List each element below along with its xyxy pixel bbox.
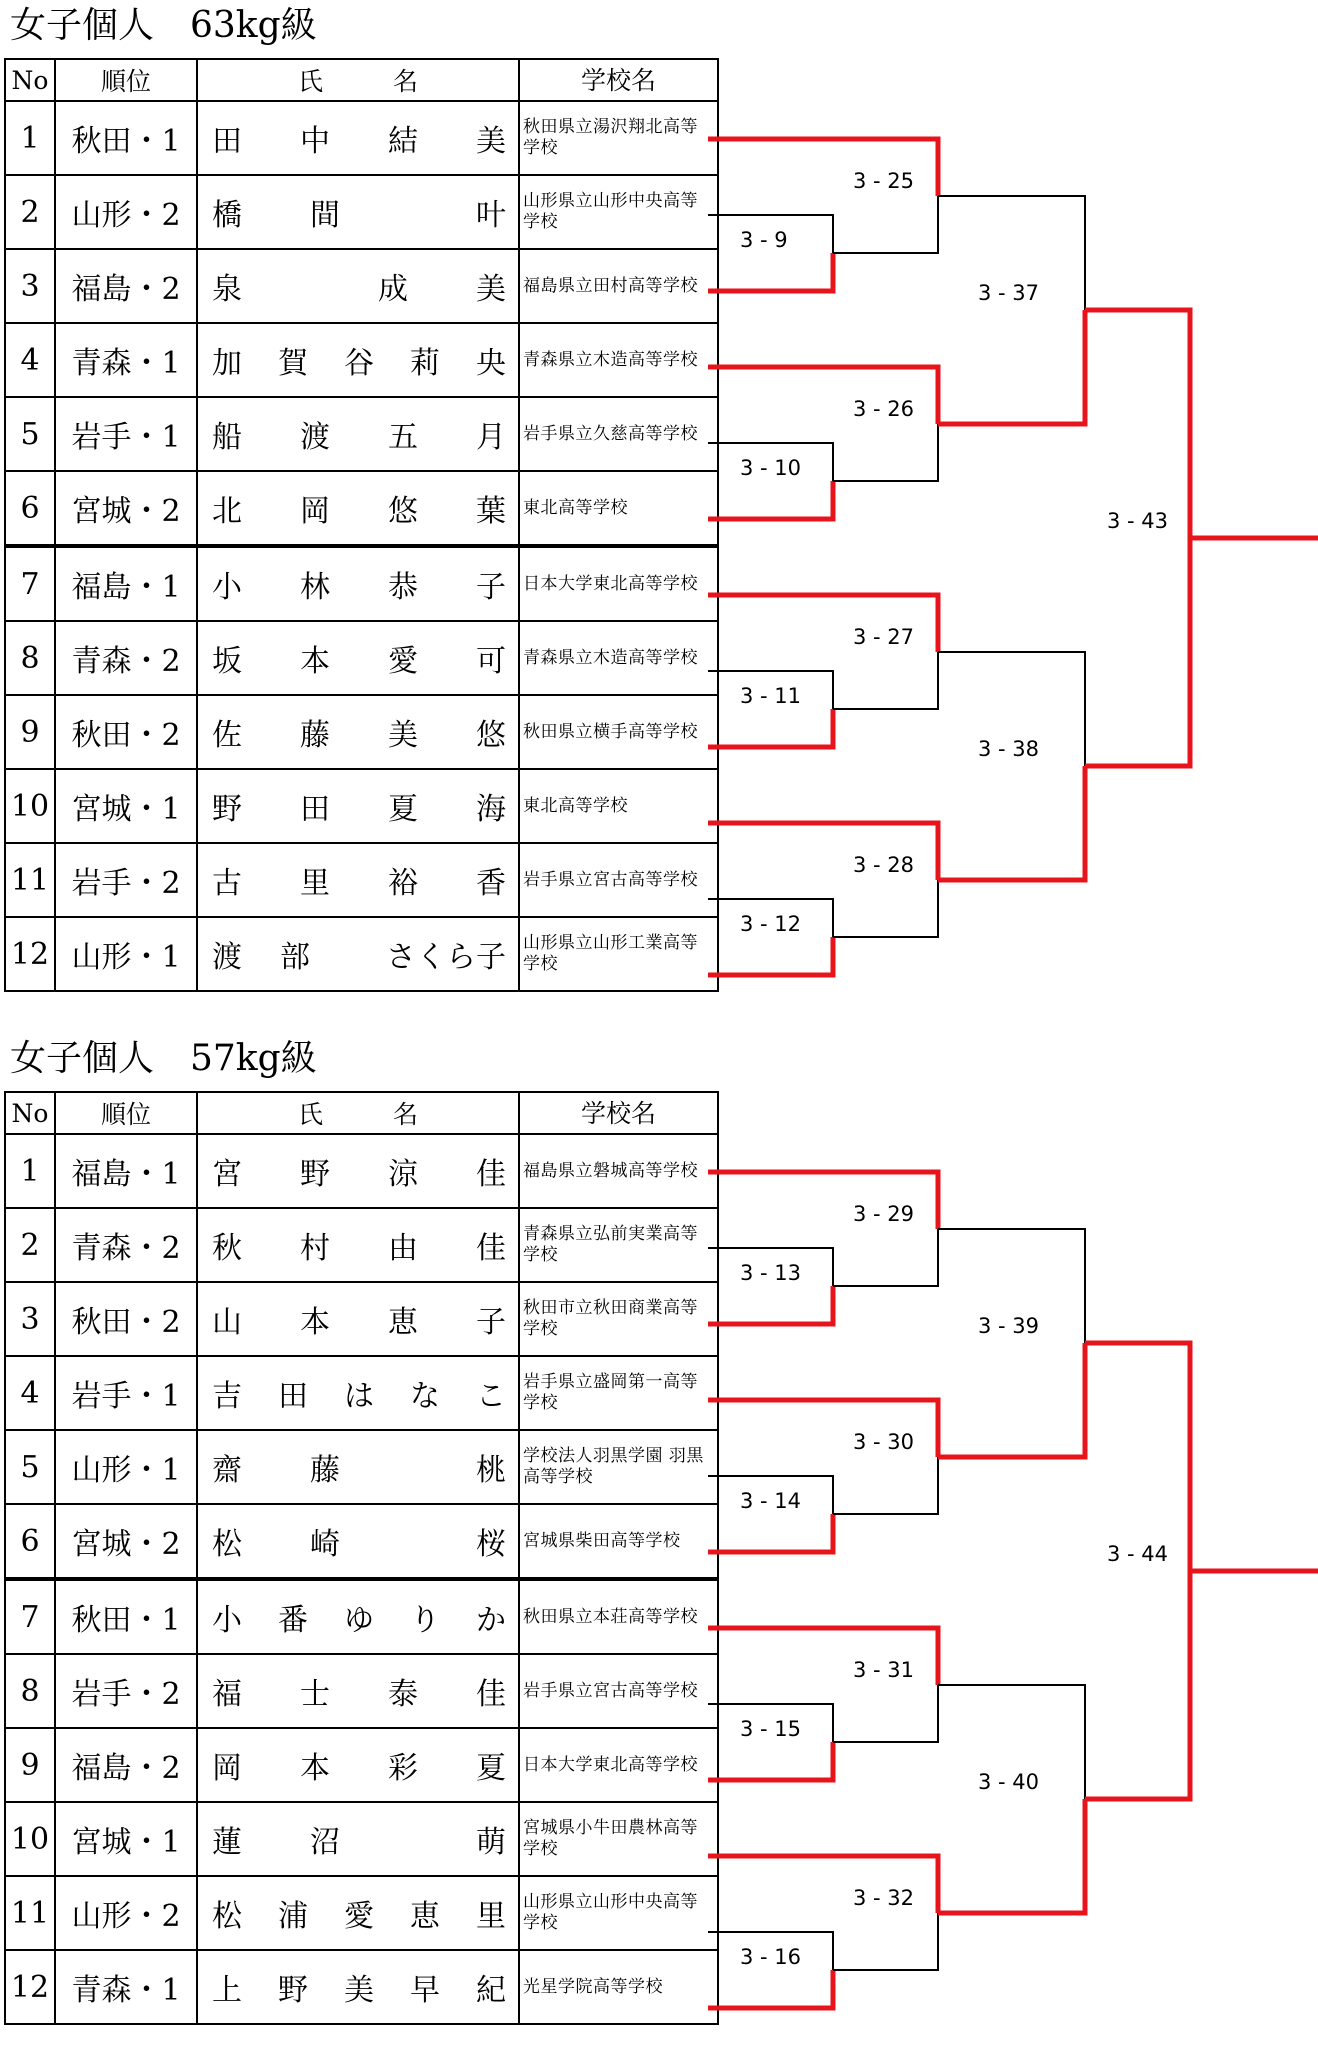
- name-char: 北: [212, 494, 242, 529]
- bracket-line-winner: [708, 1970, 833, 2008]
- match-label: 3 - 30: [853, 1430, 915, 1454]
- name-char: 渡: [212, 940, 242, 975]
- entry-rank: 福島・2: [55, 1728, 197, 1802]
- bracket-line-winner: [1085, 310, 1190, 538]
- match-label: 3 - 38: [978, 737, 1040, 761]
- name-char: 本: [300, 644, 330, 679]
- name-char: 田: [212, 124, 242, 159]
- entry-rank: 岩手・2: [55, 843, 197, 917]
- entry-school: 青森県立弘前実業高等学校: [519, 1208, 718, 1282]
- name-char: 涼: [388, 1157, 418, 1192]
- name-char: 子: [476, 1305, 506, 1340]
- name-char: 佳: [476, 1677, 506, 1712]
- entry-school: 宮城県小牛田農林高等学校: [519, 1802, 718, 1876]
- name-char: 加: [212, 346, 242, 381]
- bracket-line-winner: [1085, 1343, 1190, 1571]
- name-char: 番: [278, 1603, 308, 1638]
- bracket-line: [833, 1685, 938, 1742]
- entry-rank: 岩手・1: [55, 397, 197, 471]
- entry-school: 青森県立木造高等学校: [519, 621, 718, 695]
- bracket-line-winner: [708, 1514, 833, 1552]
- name-char: 谷: [344, 346, 374, 381]
- name-char: 橋: [212, 198, 242, 233]
- name-char: 由: [388, 1231, 418, 1266]
- header-school: 学校名: [519, 59, 718, 101]
- name-char: 佳: [476, 1231, 506, 1266]
- entry-school: 日本大学東北高等学校: [519, 546, 718, 621]
- entry-school: 東北高等学校: [519, 471, 718, 546]
- match-label: 3 - 26: [853, 397, 915, 421]
- name-char: 本: [300, 1305, 330, 1340]
- name-char: 莉: [410, 346, 440, 381]
- bracket-line-winner: [708, 1286, 833, 1324]
- entry-no: 8: [5, 1654, 55, 1728]
- name-char: 里: [300, 866, 330, 901]
- entry-no: 7: [5, 546, 55, 621]
- entry-rank: 秋田・1: [55, 101, 197, 175]
- name-char: 山: [212, 1305, 242, 1340]
- name-char: 葉: [476, 494, 506, 529]
- bracket-line: [833, 196, 938, 253]
- name-char: 藤: [300, 718, 330, 753]
- match-label: 3 - 44: [1107, 1542, 1169, 1566]
- entry-school: 福島県立田村高等学校: [519, 249, 718, 323]
- name-char: 藤: [310, 1453, 340, 1488]
- entry-school: 山形県立山形工業高等学校: [519, 917, 718, 991]
- entry-rank: 青森・2: [55, 1208, 197, 1282]
- entry-rank: 青森・1: [55, 323, 197, 397]
- name-char: 野: [300, 1157, 330, 1192]
- name-char: か: [476, 1603, 506, 1638]
- name-char: 林: [300, 570, 330, 605]
- entry-no: 1: [5, 1134, 55, 1208]
- entry-rank: 福島・1: [55, 1134, 197, 1208]
- name-char: 悠: [388, 494, 418, 529]
- entry-school: 岩手県立宮古高等学校: [519, 843, 718, 917]
- match-label: 3 - 32: [853, 1886, 915, 1910]
- name-char: 夏: [476, 1751, 506, 1786]
- match-label: 3 - 14: [740, 1489, 802, 1513]
- bracket-line: [833, 652, 938, 709]
- name-char: 可: [476, 644, 506, 679]
- name-char: 坂: [212, 644, 242, 679]
- entry-school: 日本大学東北高等学校: [519, 1728, 718, 1802]
- bracket-line-winner: [938, 766, 1085, 880]
- name-char: 佳: [476, 1157, 506, 1192]
- bracket-line-winner: [708, 709, 833, 747]
- name-char: 美: [344, 1973, 374, 2008]
- bracket-line-winner: [708, 253, 833, 291]
- entry-rank: 青森・1: [55, 1950, 197, 2024]
- match-label: 3 - 15: [740, 1717, 802, 1741]
- name-char: 小: [212, 570, 242, 605]
- name-char: 田: [300, 792, 330, 827]
- entry-school: 光星学院高等学校: [519, 1950, 718, 2024]
- name-char: 紀: [476, 1973, 506, 2008]
- entry-school: 岩手県立久慈高等学校: [519, 397, 718, 471]
- match-label: 3 - 13: [740, 1261, 802, 1285]
- name-char: 月: [476, 420, 506, 455]
- name-char: 桃: [476, 1453, 506, 1488]
- header-name-given: 名: [393, 67, 419, 96]
- header-school: 学校名: [519, 1092, 718, 1134]
- name-char: 野: [212, 792, 242, 827]
- name-char: は: [344, 1379, 374, 1414]
- name-char: 桜: [476, 1527, 506, 1562]
- entry-rank: 秋田・2: [55, 1282, 197, 1356]
- name-char: こ: [476, 1379, 506, 1414]
- entry-rank: 山形・2: [55, 175, 197, 249]
- entry-school: 秋田県立横手高等学校: [519, 695, 718, 769]
- bracket-line: [833, 1913, 938, 1970]
- name-char: 叶: [476, 198, 506, 233]
- name-char: 齋: [212, 1453, 242, 1488]
- name-char: 松: [212, 1527, 242, 1562]
- name-char: 沼: [310, 1825, 340, 1860]
- name-char: 部: [280, 940, 310, 975]
- entry-rank: 宮城・1: [55, 769, 197, 843]
- name-char: り: [410, 1603, 440, 1638]
- name-char: 早: [410, 1973, 440, 2008]
- name-char: 海: [476, 792, 506, 827]
- name-char: 士: [300, 1677, 330, 1712]
- name-char: 子: [476, 570, 506, 605]
- name-char: 野: [278, 1973, 308, 2008]
- bracket-line-winner: [938, 1343, 1085, 1457]
- match-label: 3 - 16: [740, 1945, 802, 1969]
- entry-rank: 福島・1: [55, 546, 197, 621]
- entry-school: 秋田市立秋田商業高等学校: [519, 1282, 718, 1356]
- entry-no: 5: [5, 1430, 55, 1504]
- name-char: 愛: [344, 1899, 374, 1934]
- name-char: 松: [212, 1899, 242, 1934]
- name-char: 彩: [388, 1751, 418, 1786]
- bracket-line-winner: [708, 481, 833, 519]
- entry-school: 岩手県立盛岡第一高等学校: [519, 1356, 718, 1430]
- bracket-line: [833, 1229, 938, 1286]
- entry-no: 4: [5, 323, 55, 397]
- match-label: 3 - 28: [853, 853, 915, 877]
- entry-school: 岩手県立宮古高等学校: [519, 1654, 718, 1728]
- name-char: 結: [388, 124, 418, 159]
- header-name-family: 氏: [297, 67, 323, 96]
- bracket-line-winner: [1085, 1571, 1190, 1799]
- name-char: な: [410, 1379, 440, 1414]
- entry-no: 6: [5, 1504, 55, 1579]
- entry-no: 2: [5, 1208, 55, 1282]
- header-name-family: 氏: [297, 1100, 323, 1129]
- name-char: 美: [388, 718, 418, 753]
- entry-no: 12: [5, 917, 55, 991]
- name-char: 美: [476, 124, 506, 159]
- name-char: 岡: [300, 494, 330, 529]
- entry-rank: 福島・2: [55, 249, 197, 323]
- match-label: 3 - 11: [740, 684, 802, 708]
- entry-school: 学校法人羽黒学園 羽黒高等学校: [519, 1430, 718, 1504]
- entry-rank: 宮城・2: [55, 471, 197, 546]
- name-char: 小: [212, 1603, 242, 1638]
- name-char: 田: [278, 1379, 308, 1414]
- entry-no: 4: [5, 1356, 55, 1430]
- entry-rank: 山形・2: [55, 1876, 197, 1950]
- entry-no: 3: [5, 249, 55, 323]
- entry-no: 10: [5, 769, 55, 843]
- name-char: 泉: [212, 272, 242, 307]
- name-char: 吉: [212, 1379, 242, 1414]
- header-rank: 順位: [55, 59, 197, 101]
- match-label: 3 - 37: [978, 281, 1040, 305]
- name-char: 成: [378, 272, 408, 307]
- bracket-line-winner: [1085, 538, 1190, 766]
- match-label: 3 - 43: [1107, 509, 1169, 533]
- match-label: 3 - 9: [740, 228, 788, 252]
- bracket-line-winner: [938, 310, 1085, 424]
- name-char: 香: [476, 866, 506, 901]
- match-label: 3 - 10: [740, 456, 802, 480]
- header-no: No: [5, 1092, 55, 1134]
- entry-rank: 山形・1: [55, 1430, 197, 1504]
- entry-school: 青森県立木造高等学校: [519, 323, 718, 397]
- name-char: 夏: [388, 792, 418, 827]
- name-char: 間: [310, 198, 340, 233]
- name-char: ゆ: [344, 1603, 374, 1638]
- name-char: 美: [476, 272, 506, 307]
- match-label: 3 - 39: [978, 1314, 1040, 1338]
- match-label: 3 - 27: [853, 625, 915, 649]
- name-char: 渡: [300, 420, 330, 455]
- name-char: 里: [476, 1899, 506, 1934]
- match-label: 3 - 40: [978, 1770, 1040, 1794]
- name-char: 福: [212, 1677, 242, 1712]
- name-char: 中: [300, 124, 330, 159]
- entry-no: 5: [5, 397, 55, 471]
- entry-no: 2: [5, 175, 55, 249]
- entry-no: 11: [5, 1876, 55, 1950]
- name-char: 央: [476, 346, 506, 381]
- entry-school: 山形県立山形中央高等学校: [519, 175, 718, 249]
- entry-no: 12: [5, 1950, 55, 2024]
- header-no: No: [5, 59, 55, 101]
- bracket-line: [833, 1457, 938, 1514]
- entry-no: 10: [5, 1802, 55, 1876]
- entry-school: 福島県立磐城高等学校: [519, 1134, 718, 1208]
- name-char: 恭: [388, 570, 418, 605]
- entry-school: 秋田県立湯沢翔北高等学校: [519, 101, 718, 175]
- name-char: 恵: [388, 1305, 418, 1340]
- entry-school: 宮城県柴田高等学校: [519, 1504, 718, 1579]
- bracket-line-winner: [938, 1799, 1085, 1913]
- entry-rank: 青森・2: [55, 621, 197, 695]
- name-char: 萌: [476, 1825, 506, 1860]
- name-char: 愛: [388, 644, 418, 679]
- name-char: 宮: [212, 1157, 242, 1192]
- entry-rank: 宮城・2: [55, 1504, 197, 1579]
- name-char: 蓮: [212, 1825, 242, 1860]
- name-char: 賀: [278, 346, 308, 381]
- name-char: 本: [300, 1751, 330, 1786]
- entry-school: 秋田県立本荘高等学校: [519, 1579, 718, 1654]
- bracket-line: [833, 880, 938, 937]
- entry-no: 3: [5, 1282, 55, 1356]
- header-rank: 順位: [55, 1092, 197, 1134]
- entry-no: 7: [5, 1579, 55, 1654]
- bracket-line: [833, 424, 938, 481]
- name-char: 泰: [388, 1677, 418, 1712]
- entry-rank: 岩手・1: [55, 1356, 197, 1430]
- name-char: 佐: [212, 718, 242, 753]
- entry-school: 東北高等学校: [519, 769, 718, 843]
- match-label: 3 - 31: [853, 1658, 915, 1682]
- name-char: 村: [300, 1231, 330, 1266]
- entry-no: 9: [5, 1728, 55, 1802]
- name-char: 裕: [388, 866, 418, 901]
- name-char: 秋: [212, 1231, 242, 1266]
- name-char: 船: [212, 420, 242, 455]
- entry-no: 1: [5, 101, 55, 175]
- bracket-line-winner: [708, 1742, 833, 1780]
- header-name-given: 名: [393, 1100, 419, 1129]
- name-char: さくら子: [386, 940, 506, 975]
- bracket-line-winner: [708, 937, 833, 975]
- entry-rank: 秋田・2: [55, 695, 197, 769]
- name-char: 浦: [278, 1899, 308, 1934]
- match-label: 3 - 29: [853, 1202, 915, 1226]
- entry-no: 8: [5, 621, 55, 695]
- section-title-57kg: 女子個人 57kg級: [10, 1038, 317, 1079]
- name-char: 恵: [410, 1899, 440, 1934]
- match-label: 3 - 25: [853, 169, 915, 193]
- name-char: 五: [388, 420, 418, 455]
- entry-no: 9: [5, 695, 55, 769]
- entry-school: 山形県立山形中央高等学校: [519, 1876, 718, 1950]
- match-label: 3 - 12: [740, 912, 802, 936]
- entry-no: 11: [5, 843, 55, 917]
- name-char: 岡: [212, 1751, 242, 1786]
- entry-rank: 宮城・1: [55, 1802, 197, 1876]
- name-char: 崎: [310, 1527, 340, 1562]
- name-char: 古: [212, 866, 242, 901]
- name-char: 上: [212, 1973, 242, 2008]
- section-title-63kg: 女子個人 63kg級: [10, 5, 317, 46]
- name-char: 悠: [476, 718, 506, 753]
- entry-rank: 山形・1: [55, 917, 197, 991]
- entry-no: 6: [5, 471, 55, 546]
- entry-rank: 秋田・1: [55, 1579, 197, 1654]
- entry-rank: 岩手・2: [55, 1654, 197, 1728]
